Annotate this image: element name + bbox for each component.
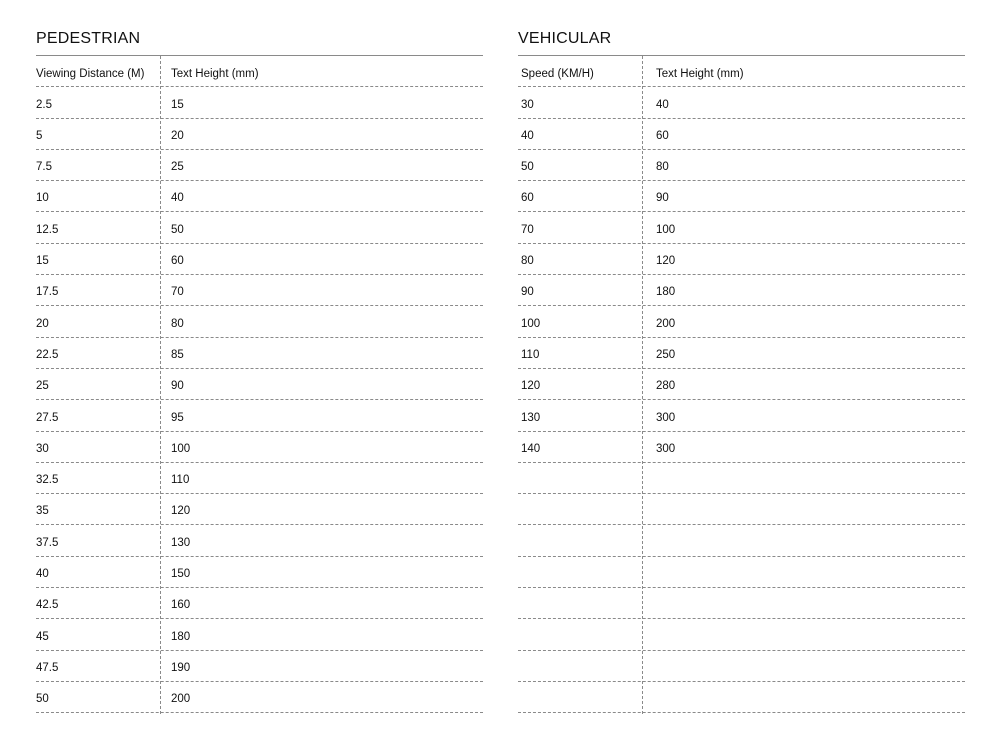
- height-cell: 200: [171, 693, 191, 706]
- pedestrian-table: [36, 56, 483, 713]
- height-cell: 190: [171, 661, 191, 674]
- pedestrian-title: PEDESTRIAN: [36, 30, 141, 47]
- speed-cell: 120: [521, 380, 541, 393]
- distance-cell: 32.5: [36, 474, 59, 487]
- table-row: [36, 87, 483, 118]
- speed-cell: 130: [521, 411, 541, 424]
- distance-cell: 7.5: [36, 161, 52, 174]
- table-row: [518, 494, 965, 525]
- table-row: [518, 181, 965, 212]
- table-row: [518, 400, 965, 431]
- header-viewing-distance: Viewing Distance (M): [36, 68, 145, 81]
- table-row: [36, 306, 483, 337]
- vehicular-header-row: [518, 56, 965, 87]
- height-cell: 150: [171, 568, 191, 581]
- speed-cell: 110: [521, 348, 540, 361]
- height-cell: 80: [656, 161, 669, 174]
- table-row: [36, 150, 483, 181]
- distance-cell: 12.5: [36, 223, 59, 236]
- table-row: [36, 463, 483, 494]
- table-row: [36, 525, 483, 556]
- distance-cell: 25: [36, 380, 49, 393]
- table-row: [518, 525, 965, 556]
- distance-cell: 35: [36, 505, 49, 518]
- distance-cell: 15: [36, 255, 49, 268]
- height-cell: 25: [171, 161, 184, 174]
- height-cell: 90: [656, 192, 669, 205]
- table-row: [518, 306, 965, 337]
- speed-cell: 40: [521, 129, 534, 142]
- distance-cell: 45: [36, 630, 49, 643]
- height-cell: 120: [656, 255, 676, 268]
- height-cell: 300: [656, 411, 676, 424]
- height-cell: 40: [656, 98, 669, 111]
- speed-cell: 70: [521, 223, 534, 236]
- table-row: [518, 619, 965, 650]
- height-cell: 100: [171, 442, 191, 455]
- speed-cell: 30: [521, 98, 534, 111]
- speed-cell: 60: [521, 192, 534, 205]
- distance-cell: 22.5: [36, 348, 59, 361]
- height-cell: 95: [171, 411, 184, 424]
- height-cell: 160: [171, 599, 191, 612]
- table-row: [518, 150, 965, 181]
- table-row: [36, 619, 483, 650]
- table-row: [36, 244, 483, 275]
- height-cell: 130: [171, 536, 191, 549]
- height-cell: 250: [656, 348, 676, 361]
- table-row: [518, 244, 965, 275]
- speed-cell: 50: [521, 161, 534, 174]
- table-row: [518, 432, 965, 463]
- height-cell: 280: [656, 380, 676, 393]
- distance-cell: 20: [36, 317, 49, 330]
- height-cell: 180: [656, 286, 676, 299]
- distance-cell: 47.5: [36, 661, 59, 674]
- header-speed: Speed (KM/H): [521, 68, 594, 81]
- table-row: [36, 494, 483, 525]
- table-row: [518, 338, 965, 369]
- table-row: [36, 682, 483, 713]
- distance-cell: 37.5: [36, 536, 59, 549]
- table-row: [518, 651, 965, 682]
- height-cell: 60: [656, 129, 669, 142]
- table-row: [36, 275, 483, 306]
- table-row: [36, 432, 483, 463]
- table-row: [518, 119, 965, 150]
- header-text-height: Text Height (mm): [171, 68, 259, 81]
- distance-cell: 10: [36, 192, 49, 205]
- height-cell: 85: [171, 348, 184, 361]
- distance-cell: 42.5: [36, 599, 59, 612]
- height-cell: 15: [171, 98, 184, 111]
- speed-cell: 80: [521, 255, 534, 268]
- height-cell: 120: [171, 505, 191, 518]
- table-row: [518, 463, 965, 494]
- height-cell: 60: [171, 255, 184, 268]
- height-cell: 300: [656, 442, 676, 455]
- height-cell: 70: [171, 286, 184, 299]
- vehicular-title: VEHICULAR: [518, 30, 612, 47]
- table-row: [518, 369, 965, 400]
- height-cell: 100: [656, 223, 676, 236]
- distance-cell: 27.5: [36, 411, 59, 424]
- distance-cell: 2.5: [36, 98, 52, 111]
- distance-cell: 50: [36, 693, 49, 706]
- speed-cell: 100: [521, 317, 541, 330]
- table-row: [36, 651, 483, 682]
- height-cell: 20: [171, 129, 184, 142]
- table-row: [518, 588, 965, 619]
- table-row: [518, 87, 965, 118]
- header-text-height: Text Height (mm): [656, 68, 744, 81]
- table-row: [36, 338, 483, 369]
- height-cell: 110: [171, 474, 190, 487]
- table-row: [36, 181, 483, 212]
- vehicular-table: [518, 56, 965, 713]
- distance-cell: 40: [36, 568, 49, 581]
- table-row: [518, 275, 965, 306]
- distance-cell: 30: [36, 442, 49, 455]
- speed-cell: 90: [521, 286, 534, 299]
- speed-cell: 140: [521, 442, 541, 455]
- table-row: [36, 557, 483, 588]
- distance-cell: 17.5: [36, 286, 59, 299]
- table-row: [36, 400, 483, 431]
- height-cell: 200: [656, 317, 676, 330]
- table-row: [518, 212, 965, 243]
- table-row: [518, 557, 965, 588]
- table-row: [36, 369, 483, 400]
- distance-cell: 5: [36, 129, 43, 142]
- table-row: [518, 682, 965, 713]
- height-cell: 80: [171, 317, 184, 330]
- table-row: [36, 212, 483, 243]
- height-cell: 180: [171, 630, 191, 643]
- height-cell: 90: [171, 380, 184, 393]
- height-cell: 40: [171, 192, 184, 205]
- table-row: [36, 588, 483, 619]
- pedestrian-header-row: [36, 56, 483, 87]
- height-cell: 50: [171, 223, 184, 236]
- table-row: [36, 119, 483, 150]
